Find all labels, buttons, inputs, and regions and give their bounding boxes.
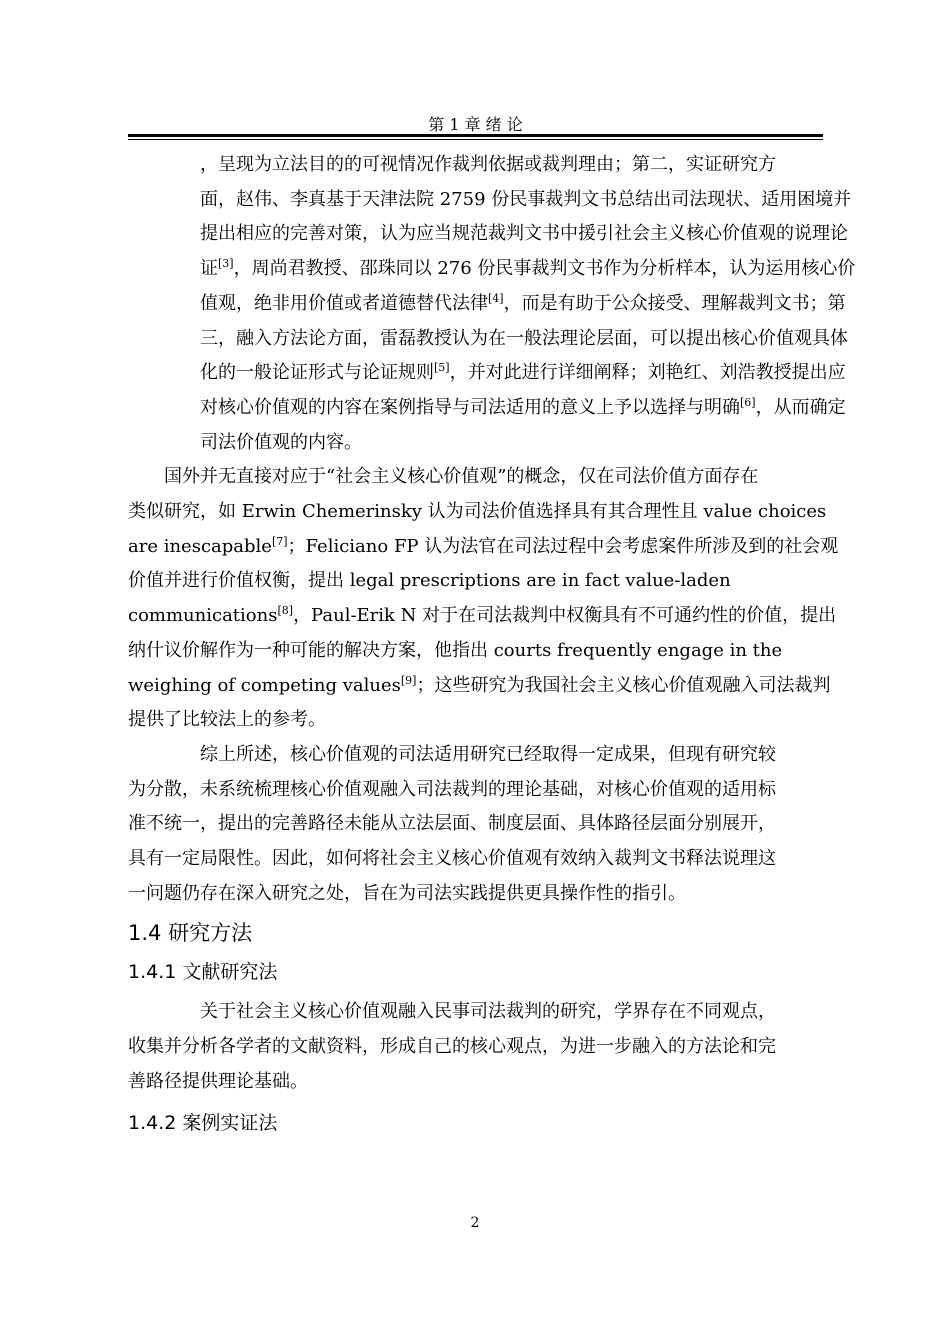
header-rule-thick: [128, 134, 823, 137]
text-line: 善路径提供理论基础。: [128, 1070, 308, 1092]
text-line: [128, 599, 837, 634]
text-line: 收集并分析各学者的文献资料，形成自己的核心观点，为进一步融入的方法论和完: [128, 1036, 776, 1058]
text-line: 纳什议价解作为一种可能的解决方案，他指出 courts frequently engage in the: [128, 639, 783, 661]
text-line: 具有一定局限性。因此，如何将社会主义核心价值观有效纳入裁判文书释法说理这: [128, 848, 776, 870]
text-fragment: 值观，绝非用价值或者道德替代法律: [200, 292, 488, 314]
text-line: 司法价值观的内容。: [200, 431, 362, 453]
citation-ref: [5]: [434, 361, 450, 375]
text-fragment: ；这些研究为我国社会主义核心价值观融入司法裁判: [416, 674, 831, 696]
text-fragment: ，周尚君教授、邵珠同以 276 份民事裁判文书作为分析样本，认为运用核心价: [233, 258, 856, 280]
text-line: 面，赵伟、李真基于天津法院 2759 份民事裁判文书总结出司法现状、适用困境并: [200, 188, 852, 210]
text-line: 国外并无直接对应于“社会主义核心价值观”的概念，仅在司法价值方面存在: [164, 466, 759, 488]
text-line: [128, 356, 846, 391]
text-fragment: are inescapable: [128, 535, 272, 557]
text-fragment: 对核心价值观的内容在案例指导与司法适用的意义上予以选择与明确: [200, 396, 740, 418]
text-line: 综上所述，核心价值观的司法适用研究已经取得一定成果，但现有研究较: [200, 743, 776, 765]
text-fragment: communications: [128, 605, 278, 627]
citation-ref: [4]: [488, 291, 504, 305]
text-fragment: 证: [200, 258, 218, 280]
text-line: [128, 391, 846, 426]
text-line: [128, 669, 831, 704]
paragraph-prior-research-domestic: [128, 148, 856, 460]
header-rule-thin: [128, 139, 823, 140]
text-line: 准不统一，提出的完善路径未能从立法层面、制度层面、具体路径层面分别展开，: [128, 813, 776, 835]
paragraph-summary: [128, 738, 823, 912]
text-line: 一问题仍存在深入研究之处，旨在为司法实践提供更具操作性的指引。: [128, 882, 686, 904]
text-fragment: ，并对此进行详细阐释；刘艳红、刘浩教授提出应: [449, 362, 846, 384]
citation-ref: [8]: [277, 604, 294, 618]
text-fragment: ；Feliciano FP 认为法官在司法过程中会考虑案件所涉及到的社会观: [287, 535, 839, 557]
subsection-heading-case-empirical: 1.4.2 案例实证法: [128, 1111, 278, 1134]
subsection-heading-literature-research: 1.4.1 文献研究法: [128, 961, 278, 984]
text-line: [128, 530, 839, 565]
paragraph-literature-method: [128, 995, 823, 1099]
text-line: 价值并进行价值权衡，提出 legal prescriptions are in fact value-laden: [128, 570, 731, 592]
paragraph-prior-research-foreign: [128, 460, 839, 738]
text-line: ，呈现为立法目的的可视情况作裁判依据或裁判理由；第二，实证研究方: [200, 154, 776, 175]
text-line: 为分散，未系统梳理核心价值观融入司法裁判的理论基础，对核心价值观的适用标: [128, 778, 776, 800]
text-line: 类似研究，如 Erwin Chemerinsky 认为司法价值选择具有其合理性且 value choices: [128, 501, 827, 523]
text-line: 提供了比较法上的参考。: [128, 709, 326, 731]
text-line: [128, 252, 856, 287]
citation-ref: [3]: [218, 257, 234, 271]
text-fragment: ，从而确定: [755, 396, 846, 418]
citation-ref: [9]: [400, 673, 417, 687]
text-line: 关于社会主义核心价值观融入民事司法裁判的研究，学界存在不同观点，: [200, 1001, 776, 1023]
text-fragment: ，而是有助于公众接受、理解裁判文书；第: [503, 292, 846, 314]
text-fragment: weighing of competing values: [128, 674, 401, 696]
text-line: 提出相应的完善对策，认为应当规范裁判文书中援引社会主义核心价值观的说理论: [200, 223, 848, 245]
text-line: [128, 287, 846, 322]
section-heading-research-methods: 1.4 研究方法: [128, 921, 253, 946]
text-fragment: 化的一般论证形式与论证规则: [200, 362, 434, 384]
text-line: 三，融入方法论方面，雷磊教授认为在一般法理论层面，可以提出核心价值观具体: [200, 327, 848, 349]
page-number: 2: [470, 1215, 480, 1231]
page-body: [128, 148, 856, 1146]
citation-ref: [6]: [740, 395, 756, 409]
running-header: 第 1 章 绪 论: [428, 115, 523, 134]
text-fragment: ，Paul-Erik N 对于在司法裁判中权衡具有不可通约性的价值，提出: [293, 605, 837, 627]
citation-ref: [7]: [271, 534, 288, 548]
